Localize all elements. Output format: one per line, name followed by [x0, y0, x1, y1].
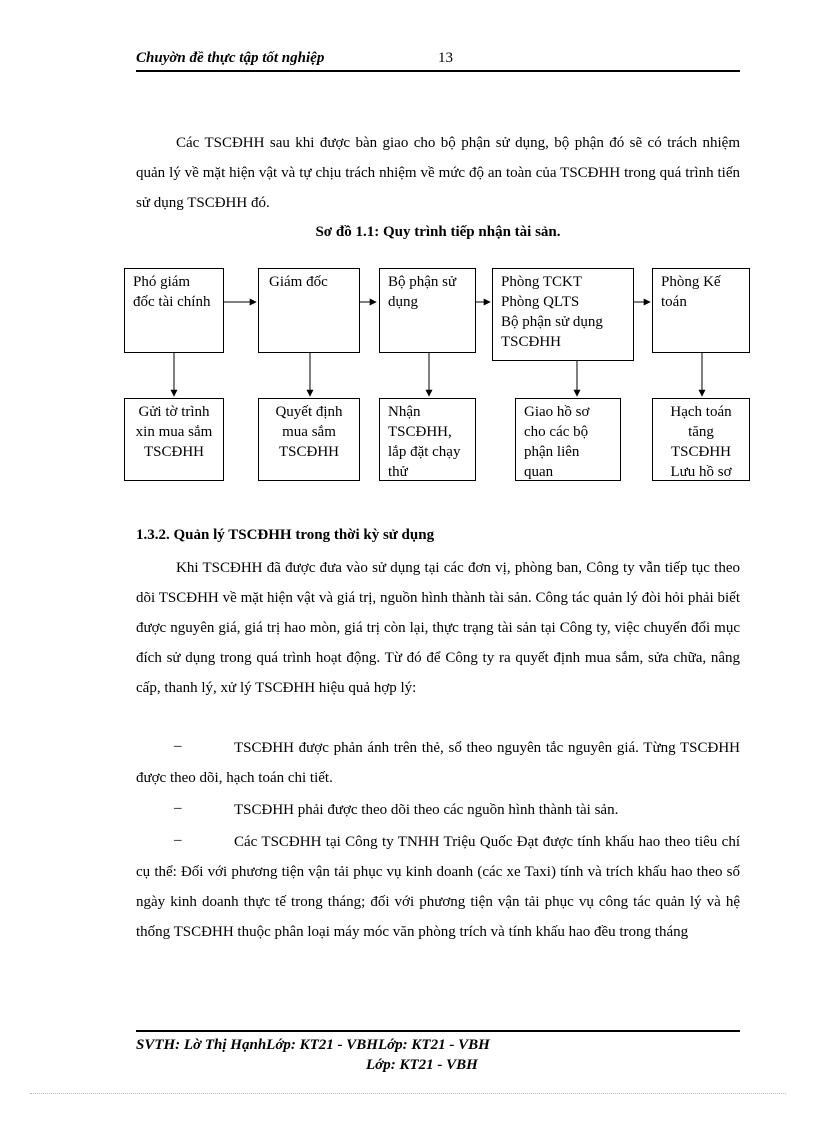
- header-title: Chuyờn đề thực tập tốt nghiệp: [136, 50, 325, 66]
- box-giam-doc: Giám đốc: [258, 268, 360, 353]
- bullet-marker: –: [174, 800, 182, 816]
- footer-rule: [136, 1030, 740, 1032]
- bullet-marker: –: [174, 738, 182, 754]
- footer-line-1: SVTH: Lờ Thị HạnhLớp: KT21 - VBHLớp: KT21 - VBH: [136, 1037, 490, 1053]
- box-quyet-dinh: Quyết định mua sắm TSCĐHH: [258, 398, 360, 481]
- section-paragraph: Khi TSCĐHH đã được đưa vào sử dụng tại các đơn vị, phòng ban, Công ty vẫn tiếp tục theo dõi TSCĐHH về mặt hiện vật và giá trị, nguồn hình thành tài sản. Công tác quản lý đòi hỏi phải biết được nguyên giá, giá trị hao mòn, giá trị còn lại, thực trạng tài sản tại Công ty, việc chuyển đổi mục đích sử dụng trong quá trình hoạt động. Từ đó để Công ty ra quyết định mua sắm, sửa chữa, nâng cấp, thanh lý, xử lý TSCĐHH hiệu quả hợp lý:: [136, 560, 740, 696]
- bullet-item-1: TSCĐHH được phản ánh trên thẻ, sổ theo nguyên tắc nguyên giá. Từng TSCĐHH được theo dõi, hạch toán chi tiết.: [136, 740, 740, 786]
- box-giao-ho-so: Giao hồ sơ cho các bộ phận liên quan: [515, 398, 621, 481]
- bullet-marker: –: [174, 832, 182, 848]
- page-number: 13: [438, 50, 453, 66]
- box-phong-tckt: Phòng TCKT Phòng QLTS Bộ phận sử dụng TSCĐHH: [492, 268, 634, 361]
- bullet-item-2: TSCĐHH phải được theo dõi theo các nguồn hình thành tài sản.: [234, 802, 619, 818]
- box-pho-giam-doc: Phó giám đốc tài chính: [124, 268, 224, 353]
- footer-line-2: Lớp: KT21 - VBH: [366, 1057, 478, 1073]
- page-border-dots: [30, 1093, 786, 1094]
- box-hach-toan: Hạch toán tăng TSCĐHH Lưu hồ sơ: [652, 398, 750, 481]
- box-nhan-tscdhh: Nhận TSCĐHH, lắp đặt chạy thử: [379, 398, 476, 481]
- box-phong-ke-toan: Phòng Kế toán: [652, 268, 750, 353]
- box-gui-to-trinh: Gửi tờ trình xin mua sắm TSCĐHH: [124, 398, 224, 481]
- section-heading: 1.3.2. Quản lý TSCĐHH trong thời kỳ sử dụng: [136, 527, 435, 543]
- diagram-caption: Sơ đồ 1.1: Quy trình tiếp nhận tài sản.: [315, 224, 561, 240]
- intro-paragraph: Các TSCĐHH sau khi được bàn giao cho bộ phận sử dụng, bộ phận đó sẽ có trách nhiệm quản lý về mặt hiện vật và tự chịu trách nhiệm về mức độ an toàn của TSCĐHH trong quá trình tiến sử dụng TSCĐHH đó.: [136, 135, 740, 211]
- bullet-item-3: Các TSCĐHH tại Công ty TNHH Triệu Quốc Đạt được tính khấu hao theo tiêu chí cụ thể: Đối với phương tiện vận tải phục vụ kinh doanh (các xe Taxi) tính và trích khấu hao theo số ngày kinh doanh thực tế trong tháng; đối với phương tiện vận tải phục vụ công tác quản lý và hệ thống TSCĐHH thuộc phân loại máy móc văn phòng trích và tính khấu hao đều trong tháng: [136, 834, 740, 940]
- box-bo-phan-su-dung: Bộ phận sử dụng: [379, 268, 476, 353]
